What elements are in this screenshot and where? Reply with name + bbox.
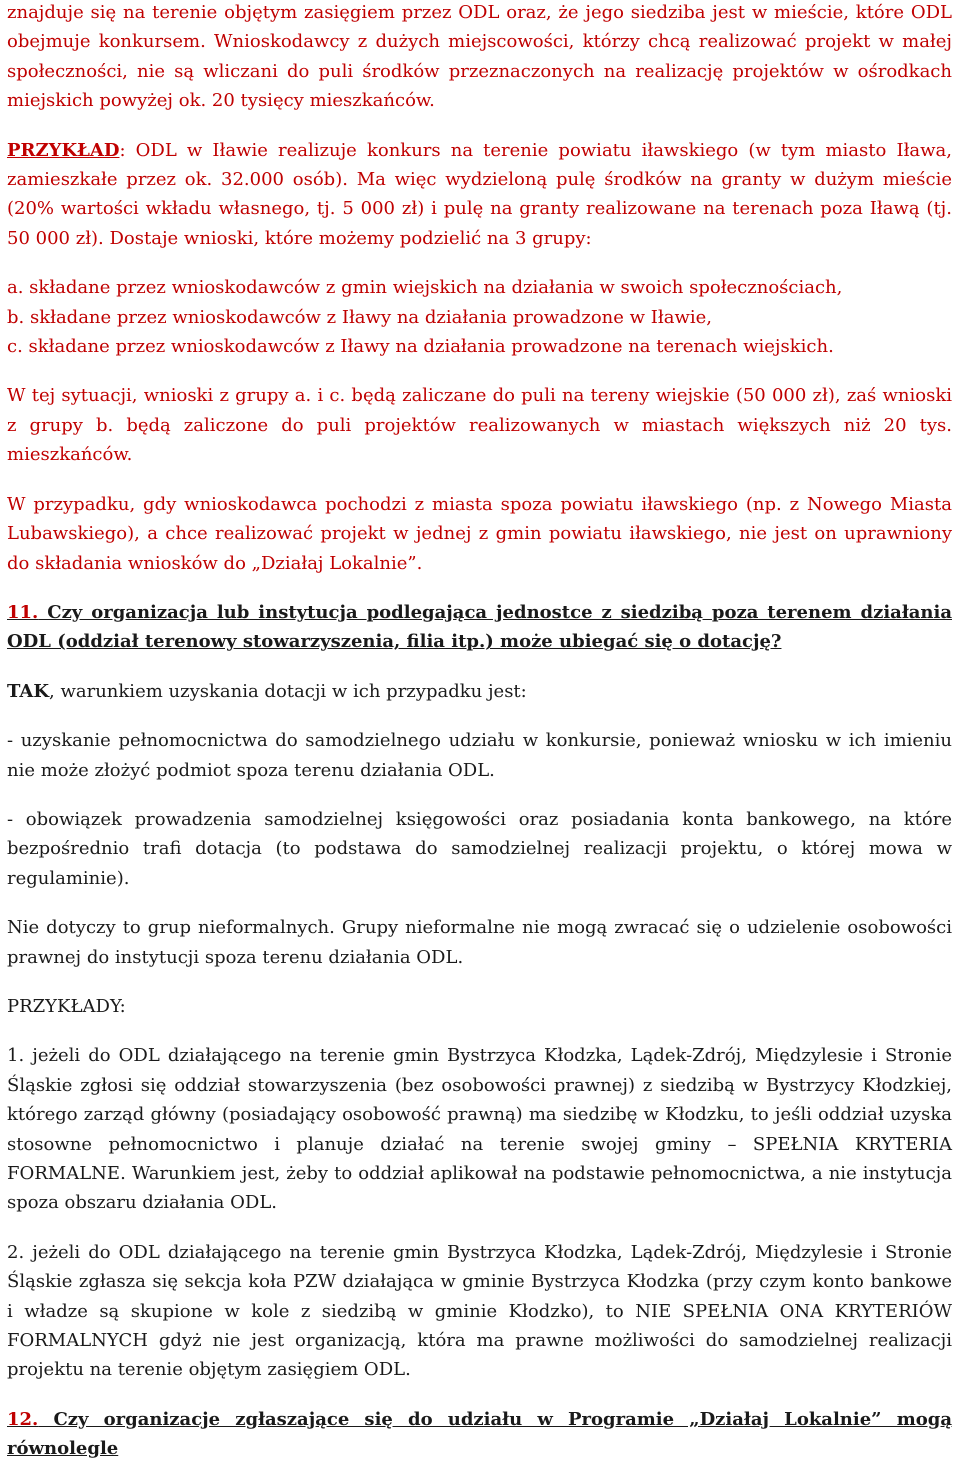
answer-lead-text: , warunkiem uzyskania dotacji w ich przypadku jest: (49, 680, 527, 702)
example-1: 1. jeżeli do ODL działającego na terenie gmin Bystrzyca Kłodzka, Lądek-Zdrój, Międzylesie i Stronie Śląskie zgłosi się oddział stowarzyszenia (bez osobowości prawnej) z siedzibą w Bystrzycy Kłodzkiej, którego zarząd główny (posiadający osobowość prawną) ma siedzibę w Kłodzku, to jeśli oddział uzyska stosowne pełnomocnictwo i planuje działać na terenie swojej gminy – SPEŁNIA KRYTERIA FORMALNE. Warunkiem jest, żeby to oddział aplikował na podstawie pełnomocnictwa, a nie instytucja spoza obszaru działania ODL. (7, 1045, 952, 1214)
answer-11-lead (7, 677, 952, 706)
question-12-number: 12. (7, 1408, 39, 1430)
condition-2: - obowiązek prowadzenia samodzielnej księgowości oraz posiadania konta bankowego, na które bezpośrednio trafi dotacja (to podstawa do samodzielnej realizacji projektu, o której mowa w regulaminie). (7, 808, 952, 889)
question-12-heading (7, 1405, 952, 1464)
answer-yes: TAK (7, 680, 50, 702)
example-2: 2. jeżeli do ODL działającego na terenie gmin Bystrzyca Kłodzka, Lądek-Zdrój, Międzylesie i Stronie Śląskie zgłasza się sekcja koła PZW działająca w gminie Bystrzyca Kłodzka (przy czym konto bankowe i władze są skupione w kole z siedzibą w gminie Kłodzko), to NIE SPEŁNIA ONA KRYTERIÓW FORMALNYCH gdyż nie jest organizacją, która ma prawne możliwości do samodzielnej realizacji projektu na terenie objętym zasięgiem ODL. (7, 1241, 952, 1381)
question-11-number: 11. (7, 601, 39, 623)
example-text: : ODL w Iławie realizuje konkurs na terenie powiatu iławskiego (w tym miasto Iława, zamieszkałe przez ok. 32.000 osób). Ma więc wydzieloną pulę środków na granty w dużym mieście (20% wartości wkładu własnego, tj. 5 000 zł) i pulę na granty realizowane na terenach poza Iławą (tj. 50 000 zł). Dostaje wnioski, które możemy podzielić na 3 grupy: (7, 139, 952, 249)
list-item-b: b. składane przez wnioskodawców z Iławy na działania prowadzone w Iławie, (7, 306, 712, 328)
example-paragraph (7, 136, 952, 254)
list-item-a: a. składane przez wnioskodawców z gmin wiejskich na działania w swoich społecznościach, (7, 277, 843, 299)
intro-paragraph: znajduje się na terenie objętym zasięgiem przez ODL oraz, że jego siedziba jest w mieście, które ODL obejmuje konkursem. Wnioskodawcy z dużych miejscowości, którzy chcą realizować projekt w małej społeczności, nie są wliczani do puli środków przeznaczonych na realizację projektów w ośrodkach miejskich powyżej ok. 20 tysięcy mieszkańców. (7, 2, 952, 112)
question-11-heading (7, 598, 952, 657)
situation-paragraph: W tej sytuacji, wnioski z grupy a. i c. będą zaliczane do puli na tereny wiejskie (50 000 zł), zaś wnioski z grupy b. będą zaliczone do puli projektów realizowanych w miastach większych niż 20 tys. mieszkańców. (7, 385, 952, 466)
question-12-text: Czy organizacje zgłaszające się do udziału w Programie „Działaj Lokalnie” mogą równolegle (7, 1408, 952, 1460)
outside-applicant-paragraph: W przypadku, gdy wnioskodawca pochodzi z miasta spoza powiatu iławskiego (np. z Nowego Miasta Lubawskiego), a chce realizować projekt w jednej z gmin powiatu iławskiego, nie jest on uprawniony do składania wniosków do „Działaj Lokalnie”. (7, 493, 952, 574)
example-label: PRZYKŁAD (7, 139, 120, 161)
condition-1: - uzyskanie pełnomocnictwa do samodzielnego udziału w konkursie, ponieważ wniosku w ich imieniu nie może złożyć podmiot spoza terenu działania ODL. (7, 730, 952, 781)
informal-groups-note: Nie dotyczy to grup nieformalnych. Grupy nieformalne nie mogą zwracać się o udzielenie osobowości prawnej do instytucji spoza terenu działania ODL. (7, 917, 952, 968)
examples-label: PRZYKŁADY: (7, 995, 126, 1017)
group-list (7, 273, 952, 361)
question-11-text: Czy organizacja lub instytucja podlegająca jednostce z siedzibą poza terenem działania ODL (oddział terenowy stowarzyszenia, filia itp.) może ubiegać się o dotację? (7, 601, 952, 653)
list-item-c: c. składane przez wnioskodawców z Iławy na działania prowadzone na terenach wiejskich. (7, 336, 834, 358)
